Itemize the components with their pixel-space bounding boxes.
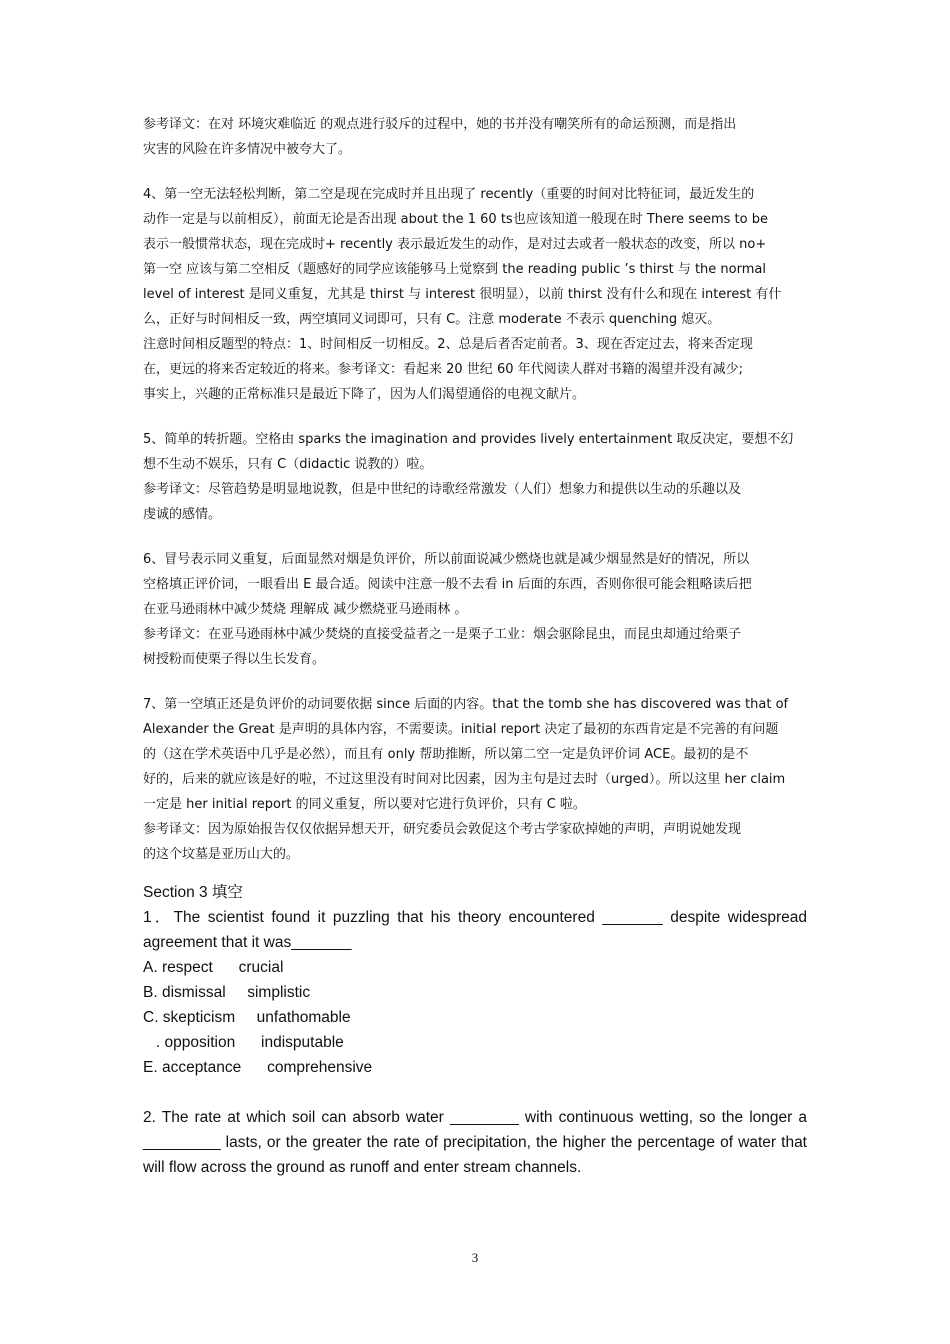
text-line: 好的，后来的就应该是好的啦，不过这里没有时间对比因素，因为主句是过去时（urged）。所以这里 her claim: [143, 772, 786, 787]
text-line: 参考译文：尽管趋势是明显地说教，但是中世纪的诗歌经常激发（人们）想象力和提供以生动的乐趣以及: [143, 482, 742, 497]
text-line: 参考译文：因为原始报告仅仅依据异想天开，研究委员会敦促这个考古学家砍掉她的声明，声明说她发现: [143, 822, 742, 837]
text-line: 灾害的风险在许多情况中被夸大了。: [143, 142, 352, 157]
explanation-paragraph-5: [143, 427, 807, 527]
text-line: 的（这在学术英语中几乎是必然），而且有 only 帮助推断，所以第二空一定是负评价词 ACE。最初的是不: [143, 747, 749, 762]
text-line: 在亚马逊雨林中减少焚烧 理解成 减少燃烧亚马逊雨林 。: [143, 602, 468, 617]
explanation-paragraph-6: [143, 547, 807, 672]
text-line: 在，更远的将来否定较近的将来。参考译文：看起来 20 世纪 60 年代阅读人群对书籍的渴望并没有减少;: [143, 362, 743, 377]
text-line: 注意时间相反题型的特点：1、时间相反一切相反。2、总是后者否定前者。3、现在否定过去，将来否定现: [143, 337, 753, 352]
text-line: 虔诚的感情。: [143, 507, 222, 522]
text-line: 树授粉而使栗子得以生长发育。: [143, 652, 326, 667]
text-line: 么，正好与时间相反一致，两空填同义词即可，只有 C。注意 moderate 不表示 quenching 熄灭。: [143, 312, 721, 327]
question-1-option-d: . opposition indisputable: [143, 1034, 344, 1051]
translation-paragraph-3: [143, 112, 807, 162]
spacer: [143, 1080, 807, 1105]
text-line: level of interest 是同义重复，尤其是 thirst 与 interest 很明显），以前 thirst 没有什么和现在 interest 有什: [143, 287, 782, 302]
text-line: 5、简单的转折题。空格由 sparks the imagination and provides lively entertainment 取反决定，要想不幻: [143, 432, 794, 447]
question-1-option-a: A. respect crucial: [143, 959, 284, 976]
text-line: 7、第一空填正还是负评价的动词要依据 since 后面的内容。that the tomb she has discovered was that of: [143, 697, 789, 712]
text-line: 一定是 her initial report 的同义重复，所以要对它进行负评价，只有 C 啦。: [143, 797, 586, 812]
text-line: 的这个坟墓是亚历山大的。: [143, 847, 300, 862]
text-line: 想不生动不娱乐，只有 C（didactic 说教的）啦。: [143, 457, 433, 472]
text-line: 参考译文：在对 环境灾难临近 的观点进行驳斥的过程中，她的书并没有嘲笑所有的命运预测，而是指出: [143, 117, 737, 132]
text-line: 空格填正评价词，一眼看出 E 最合适。阅读中注意一般不去看 in 后面的东西，否则你很可能会粗略读后把: [143, 577, 752, 592]
section-title: Section 3 填空: [143, 884, 243, 901]
question-1-option-b: B. dismissal simplistic: [143, 984, 311, 1001]
text-line: Alexander the Great 是声明的具体内容，不需要读。initial report 决定了最初的东西肯定是不完善的有问题: [143, 722, 779, 737]
page-number: 3: [471, 1250, 479, 1265]
explanation-paragraph-7: [143, 692, 807, 867]
explanation-paragraph-4: [143, 182, 807, 407]
question-1-text: 1．The scientist found it puzzling that his theory encountered _______ despite widespread agreement that it was_______: [143, 909, 807, 951]
text-line: 第一空 应该与第二空相反（题感好的同学应该能够马上觉察到 the reading public ’s thirst 与 the normal: [143, 262, 766, 277]
document-page: [143, 112, 807, 1180]
text-line: 参考译文：在亚马逊雨林中减少焚烧的直接受益者之一是栗子工业：烟会驱除昆虫，而昆虫却通过给栗子: [143, 627, 742, 642]
text-line: 动作一定是与以前相反），前面无论是否出现 about the 1 60 ts也应该知道一般现在时 There seems to be: [143, 212, 768, 227]
question-1-option-c: C. skepticism unfathomable: [143, 1009, 351, 1026]
text-line: 事实上，兴趣的正常标准只是最近下降了，因为人们渴望通俗的电视文献片。: [143, 387, 586, 402]
question-1-option-e: E. acceptance comprehensive: [143, 1059, 373, 1076]
text-line: 表示一般惯常状态，现在完成时+ recently 表示最近发生的动作，是对过去或者一般状态的改变，所以 no+: [143, 237, 767, 252]
text-line: 4、第一空无法轻松判断，第二空是现在完成时并且出现了 recently（重要的时间对比特征词，最近发生的: [143, 187, 755, 202]
text-line: 6、冒号表示同义重复，后面显然对烟是负评价，所以前面说减少燃烧也就是减少烟显然是好的情况，所以: [143, 552, 750, 567]
question-2-text: 2. The rate at which soil can absorb water ________ with continuous wetting, so the longer a _________ lasts, or the greater the rate of precipitation, the higher the percentage of water that will flow across the ground as runoff and enter stream channels.: [143, 1109, 807, 1176]
